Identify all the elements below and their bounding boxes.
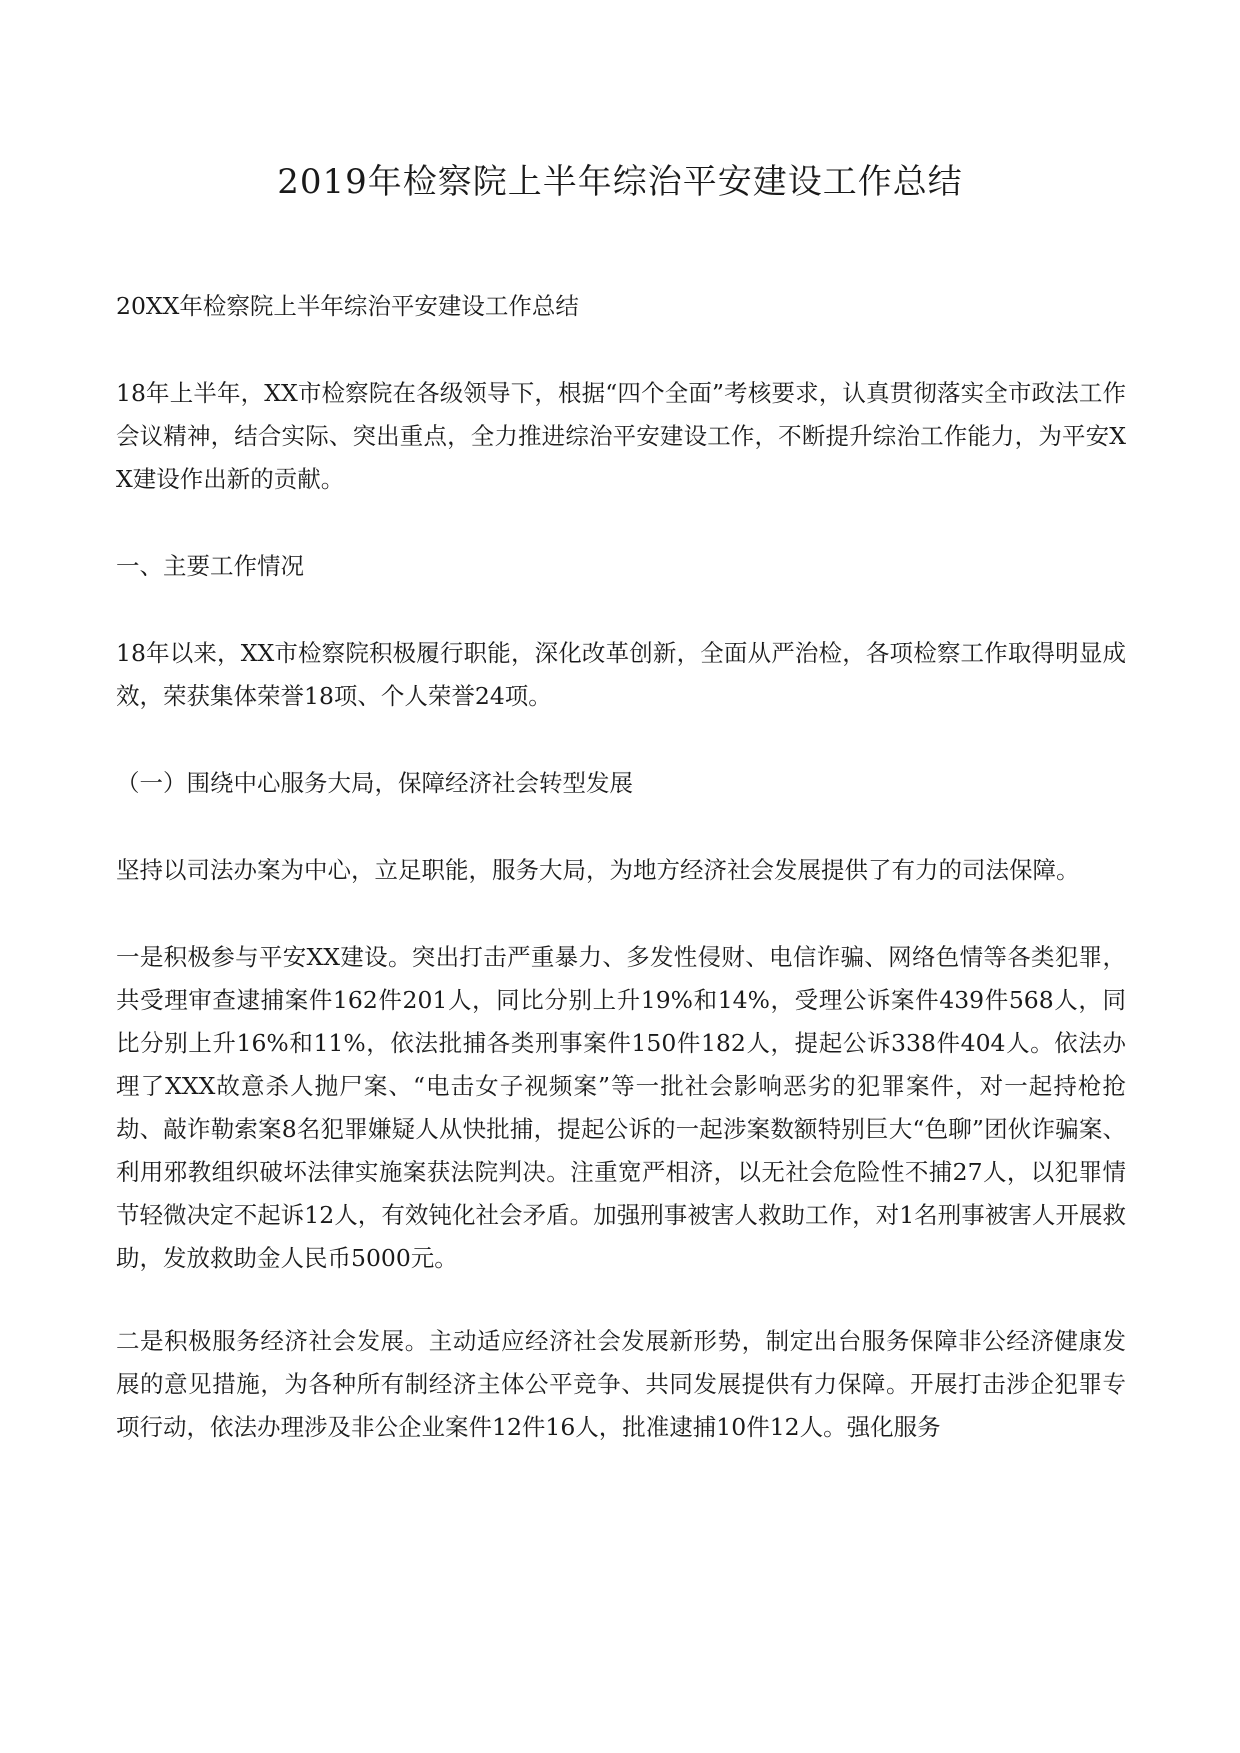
section-heading: 一、主要工作情况 (116, 552, 304, 580)
subsection-intro-paragraph: 坚持以司法办案为中心，立足职能，服务大局，为地方经济社会发展提供了有力的司法保障。 (116, 856, 1080, 884)
subtitle-paragraph: 20XX年检察院上半年综治平安建设工作总结 (116, 292, 579, 320)
document-body (116, 285, 1126, 1493)
subsection-heading: （一）围绕中心服务大局，保障经济社会转型发展 (116, 769, 633, 797)
intro-paragraph: 18年上半年，XX市检察院在各级领导下，根据“四个全面”考核要求，认真贯彻落实全市政法工作会议精神，结合实际、突出重点，全力推进综治平安建设工作，不断提升综治工作能力，为平安XX建设作出新的贡献。 (116, 379, 1126, 493)
document-title: 2019年检察院上半年综治平安建设工作总结 (277, 162, 963, 202)
item-one-paragraph: 一是积极参与平安XX建设。突出打击严重暴力、多发性侵财、电信诈骗、网络色情等各类犯罪，共受理审查逮捕案件162件201人，同比分别上升19%和14%，受理公诉案件439件568人，同比分别上升16%和11%，依法批捕各类刑事案件150件182人，提起公诉338件404人。依法办理了XXX故意杀人抛尸案、“电击女子视频案”等一批社会影响恶劣的犯罪案件，对一起持枪抢劫、敲诈勒索案8名犯罪嫌疑人从快批捕，提起公诉的一起涉案数额特别巨大“色聊”团伙诈骗案、利用邪教组织破坏法律实施案获法院判决。注重宽严相济，以无社会危险性不捕27人，以犯罪情节轻微决定不起诉12人，有效钝化社会矛盾。加强刑事被害人救助工作，对1名刑事被害人开展救助，发放救助金人民币5000元。 (116, 943, 1126, 1272)
overview-paragraph: 18年以来，XX市检察院积极履行职能，深化改革创新，全面从严治检，各项检察工作取得明显成效，荣获集体荣誉18项、个人荣誉24项。 (116, 639, 1126, 710)
item-two-paragraph: 二是积极服务经济社会发展。主动适应经济社会发展新形势，制定出台服务保障非公经济健康发展的意见措施，为各种所有制经济主体公平竞争、共同发展提供有力保障。开展打击涉企犯罪专项行动，依法办理涉及非公企业案件12件16人，批准逮捕10件12人。强化服务 (116, 1327, 1126, 1441)
